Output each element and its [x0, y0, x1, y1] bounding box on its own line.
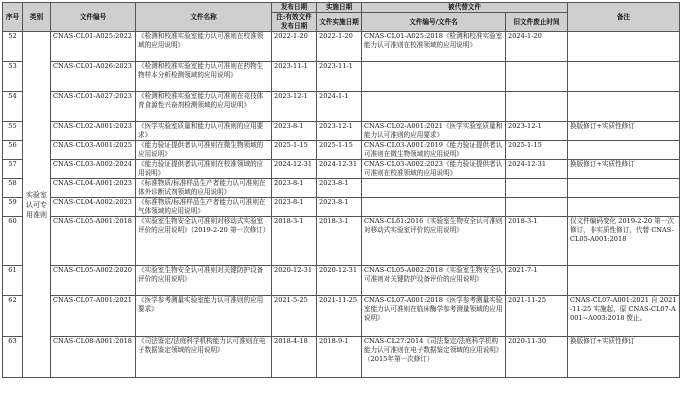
cell-seq: 58 — [3, 179, 23, 198]
table-row — [3, 160, 680, 179]
cell-impl-date: 2023-8-1 — [317, 179, 362, 198]
table-row — [3, 337, 680, 378]
cell-publish-date: 2023-8-1 — [272, 198, 317, 217]
cell-impl-date: 2023-12-1 — [317, 122, 362, 141]
cell-replaced-doc: CNAS-CL03-A002:2023《能力验证提供者认可准则在校准领域的应用说明》 — [362, 160, 506, 179]
cell-doc-no: CNAS-CL03-A002:2024 — [51, 160, 136, 179]
header-impl-date: 实施日期 — [317, 3, 362, 13]
cell-seq: 59 — [3, 198, 23, 217]
cell-replaced-doc: CNAS-CL27:2014《司法鉴定/法庭科学机构能力认可准则在电子数据鉴定领域的应用说明》（2015年第一次修订） — [362, 337, 506, 378]
cell-old-abolish: 2025-1-15 — [506, 141, 568, 160]
cell-impl-date: 2018-3-1 — [317, 217, 362, 266]
cell-remarks — [568, 62, 680, 92]
cell-seq: 54 — [3, 92, 23, 122]
cell-doc-name: 《实验室生物安全认可准则对移动式实验室评价的应用说明》（2019-2-20 第一次修订） — [136, 217, 272, 266]
table-body — [3, 32, 680, 378]
cell-seq: 56 — [3, 141, 23, 160]
cell-old-abolish — [506, 92, 568, 122]
cell-impl-date: 2023-8-1 — [317, 198, 362, 217]
cell-publish-date: 2023-12-1 — [272, 92, 317, 122]
header-remarks: 备注 — [568, 3, 680, 32]
cell-doc-no: CNAS-CL05-A002:2020 — [51, 266, 136, 296]
cell-seq: 63 — [3, 337, 23, 378]
table-row — [3, 266, 680, 296]
cell-doc-name: 《标准物质/标准样品生产者能力认可准则在气体领域的应用说明》 — [136, 198, 272, 217]
cell-publish-date: 2023-8-1 — [272, 179, 317, 198]
cell-remarks — [568, 92, 680, 122]
header-impl-sub: 文件实施日期 — [317, 13, 362, 32]
cell-doc-no: CNAS-CL05-A001:2018 — [51, 217, 136, 266]
cell-impl-date: 2024-1-1 — [317, 92, 362, 122]
table-row — [3, 122, 680, 141]
cell-doc-no: CNAS-CL02-A001:2023 — [51, 122, 136, 141]
cell-publish-date: 2024-12-31 — [272, 160, 317, 179]
cell-doc-no: CNAS-CL04-A002:2023 — [51, 198, 136, 217]
header-replaced: 被代替文件 — [362, 3, 568, 13]
cell-impl-date: 2024-12-31 — [317, 160, 362, 179]
cell-doc-name: 《能力验证提供者认可准则在微生物领域的应用说明》 — [136, 141, 272, 160]
table-row — [3, 179, 680, 198]
cell-doc-name: 《医学参考测量实验室能力认可准则的应用要求》 — [136, 296, 272, 337]
cell-doc-name: 《检测和校准实验室能力认可准则在校准领域的应用说明》 — [136, 32, 272, 62]
table-row — [3, 141, 680, 160]
cell-doc-no: CNAS-CL01-A025:2022 — [51, 32, 136, 62]
cell-seq: 57 — [3, 160, 23, 179]
table-row — [3, 32, 680, 62]
cell-doc-no: CNAS-CL01-A027:2023 — [51, 92, 136, 122]
cell-impl-date: 2022-1-20 — [317, 32, 362, 62]
cell-remarks: 换版修订+实质性修订 — [568, 160, 680, 179]
cell-doc-name: 《检测和校准实验室能力认可准则在药物生物样本分析检测领域的应用说明》 — [136, 62, 272, 92]
cell-doc-name: 《医学实验室质量和能力认可准则的应用要求》 — [136, 122, 272, 141]
cell-impl-date: 2018-9-1 — [317, 337, 362, 378]
cell-replaced-doc: CNAS-CL02-A001:2021《医学实验室质量和能力认可准则的应用要求》 — [362, 122, 506, 141]
cell-seq: 61 — [3, 266, 23, 296]
cell-replaced-doc: CNAS-CL03-A001:2019《能力验证提供者认可准则在微生物领域的应用说明》 — [362, 141, 506, 160]
cell-doc-name: 《标准物质/标准样品生产者能力认可准则在体外诊断试剂领域的应用说明》 — [136, 179, 272, 198]
cell-remarks: 换版修订+实质性修订 — [568, 122, 680, 141]
cell-replaced-doc — [362, 62, 506, 92]
header-row — [3, 3, 680, 13]
cell-impl-date: 2021-11-25 — [317, 296, 362, 337]
standards-table — [2, 2, 680, 378]
cell-publish-date: 2023-8-1 — [272, 122, 317, 141]
cell-remarks: CNAS-CL07-A001:2021 自 2021-11-25 实施起，原 CNAS-CL07-A001~A003:2018 废止。 — [568, 296, 680, 337]
cell-remarks — [568, 266, 680, 296]
cell-seq: 53 — [3, 62, 23, 92]
cell-doc-no: CNAS-CL03-A001:2025 — [51, 141, 136, 160]
header-doc-no: 文件编号 — [51, 3, 136, 32]
cell-doc-no: CNAS-CL08-A001:2018 — [51, 337, 136, 378]
cell-publish-date: 2023-11-1 — [272, 62, 317, 92]
cell-impl-date: 2020-12-31 — [317, 266, 362, 296]
cell-seq: 62 — [3, 296, 23, 337]
cell-doc-name: 《检测和校准实验室能力认可准则在竞技体育食源性兴奋剂检测领域的应用说明》 — [136, 92, 272, 122]
cell-remarks — [568, 32, 680, 62]
cell-old-abolish — [506, 179, 568, 198]
cell-seq: 60 — [3, 217, 23, 266]
cell-replaced-doc — [362, 198, 506, 217]
cell-replaced-doc: CNAS-CL01-A025:2018《检测和校准实验室能力认可准则在校准领域的应用说明》 — [362, 32, 506, 62]
cell-remarks — [568, 198, 680, 217]
cell-publish-date: 2022-1-20 — [272, 32, 317, 62]
header-note: 注:有效文件发布日期 — [272, 13, 317, 32]
cell-old-abolish: 2021-7-1 — [506, 266, 568, 296]
cell-old-abolish: 2024-1-20 — [506, 32, 568, 62]
table-row — [3, 296, 680, 337]
table-row — [3, 92, 680, 122]
header-old-abolish: 旧文件废止时间 — [506, 13, 568, 32]
cell-remarks — [568, 141, 680, 160]
cell-impl-date: 2023-11-1 — [317, 62, 362, 92]
cell-publish-date: 2018-3-1 — [272, 217, 317, 266]
cell-doc-no: CNAS-CL07-A001:2021 — [51, 296, 136, 337]
table-row — [3, 62, 680, 92]
header-doc-name: 文件名称 — [136, 3, 272, 32]
cell-seq: 55 — [3, 122, 23, 141]
cell-doc-name: 《司法鉴定/法庭科学机构能力认可准则在电子数据鉴定领域的应用说明》 — [136, 337, 272, 378]
cell-replaced-doc: CNAS-CL07-A001:2018《医学参考测量实验室能力认可准则在临床酶学参考测量领域的应用说明》 — [362, 296, 506, 337]
cell-replaced-doc — [362, 179, 506, 198]
cell-old-abolish — [506, 198, 568, 217]
cell-doc-no: CNAS-CL01-A026:2023 — [51, 62, 136, 92]
cell-remarks — [568, 179, 680, 198]
cell-impl-date: 2025-1-15 — [317, 141, 362, 160]
header-category: 类别 — [23, 3, 51, 32]
cell-old-abolish: 2018-3-1 — [506, 217, 568, 266]
cell-doc-name: 《实验室生物安全认可准则对关键防护设备评价的应用说明》 — [136, 266, 272, 296]
cell-old-abolish: 2021-11-25 — [506, 296, 568, 337]
cell-old-abolish: 2023-12-1 — [506, 122, 568, 141]
header-publish-date: 发布日期 — [272, 3, 317, 13]
category-cell: 实验室认可专用准则 — [23, 32, 51, 378]
cell-doc-no: CNAS-CL04-A001:2023 — [51, 179, 136, 198]
cell-old-abolish — [506, 62, 568, 92]
cell-doc-name: 《能力验证提供者认可准则在校准领域的应用说明》 — [136, 160, 272, 179]
cell-remarks: 仅文件编码变化 2019-2-20 第一次修订，非实质性修订，代替 CNAS-CL05-A001:2018 — [568, 217, 680, 266]
cell-publish-date: 2025-1-15 — [272, 141, 317, 160]
cell-old-abolish: 2024-12-31 — [506, 160, 568, 179]
cell-publish-date: 2018-4-18 — [272, 337, 317, 378]
cell-publish-date: 2021-5-25 — [272, 296, 317, 337]
cell-replaced-doc — [362, 92, 506, 122]
table-row — [3, 198, 680, 217]
header-replaced-no-name: 文件编号/文件名 — [362, 13, 506, 32]
table-row — [3, 217, 680, 266]
cell-old-abolish: 2020-11-30 — [506, 337, 568, 378]
cell-replaced-doc: CNAS-CL05-A002:2018《实验室生物安全认可准则对关键防护设备评价的应用说明》 — [362, 266, 506, 296]
cell-publish-date: 2020-12-31 — [272, 266, 317, 296]
cell-replaced-doc: CNAS-CL61:2016《实验室生物安全认可准则对移动式实验室评价的应用说明》 — [362, 217, 506, 266]
cell-seq: 52 — [3, 32, 23, 62]
cell-remarks: 换版修订+实质性修订 — [568, 337, 680, 378]
header-seq: 序号 — [3, 3, 23, 32]
